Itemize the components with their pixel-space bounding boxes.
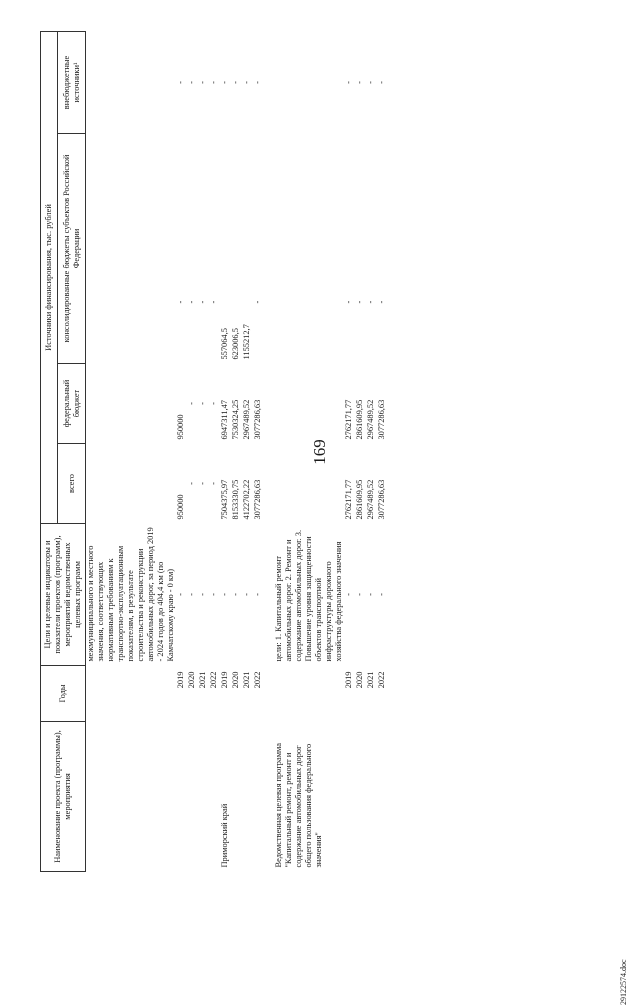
header-funding-sources: Источники финансирования, тыс. рублей xyxy=(41,32,58,524)
header-federal-budget: федеральный бюджет xyxy=(58,364,86,444)
extra-cell: - xyxy=(366,81,375,84)
regional-cell: - xyxy=(209,300,218,304)
year-cell: 2022 xyxy=(253,671,262,689)
federal-cell: 6947311,47 xyxy=(220,400,229,440)
total-cell: - xyxy=(198,482,207,485)
extra-cell: - xyxy=(377,81,386,84)
funding-table xyxy=(40,31,388,872)
extra-cell: - xyxy=(176,81,185,84)
extra-cell: - xyxy=(344,81,353,84)
page-number: 169 xyxy=(310,439,329,465)
goal-cell: - xyxy=(209,593,218,596)
table-row xyxy=(253,32,264,872)
year-cell: 2022 xyxy=(209,671,218,689)
total-cell: 4122702,22 xyxy=(242,479,251,520)
extra-cell: - xyxy=(198,81,207,84)
goal-text: цели: 1. Капитальный ремонт автомобильных дорог. 2. Ремонт и содержание автомобильных дорог. 3. Повышение уровня защищенности объектов транспортной инфраструктуры дорожного хозяйства федерального значения xyxy=(274,529,343,662)
year-cell: 2020 xyxy=(231,671,240,689)
footer-filename: 29122574.doc xyxy=(619,959,628,1005)
federal-cell: 3077286,63 xyxy=(253,399,262,440)
regional-cell: - xyxy=(344,300,353,304)
goal-cell: - xyxy=(198,593,207,596)
year-cell: 2019 xyxy=(344,671,353,689)
year-cell: 2020 xyxy=(355,671,364,689)
regional-cell: - xyxy=(176,300,185,304)
total-cell: - xyxy=(187,482,196,485)
table-row xyxy=(344,32,355,872)
total-cell: 3077286,63 xyxy=(253,479,262,520)
goal-cell: - xyxy=(344,593,353,596)
federal-cell: - xyxy=(187,402,196,405)
regional-cell: - xyxy=(377,300,386,304)
goal-cell: - xyxy=(220,593,229,596)
header-extrabudgetary: внебюджетные источники¹ xyxy=(58,32,86,134)
total-cell: - xyxy=(209,482,218,485)
year-cell: 2019 xyxy=(176,671,185,689)
total-cell: 7504375,97 xyxy=(220,479,229,520)
year-cell: 2021 xyxy=(366,671,375,689)
header-total: всего xyxy=(58,444,86,524)
goal-text: межмуниципального и местного значения, соответствующих нормативным требованиям к транспортно-эксплуатационным показателям, в результате строительства и реконструкции автомобильных дорог, за период 2019 - 2024 годов до 404,4 км (по Камчатскому краю - 0 км) xyxy=(86,527,175,662)
table-row xyxy=(377,32,388,872)
header-project-name: Наименование проекта (программы), мероприятия xyxy=(41,722,86,872)
total-cell: 2762171,77 xyxy=(344,479,353,520)
table-row xyxy=(187,32,198,872)
federal-cell: 2861609,95 xyxy=(355,399,364,440)
extra-cell: - xyxy=(209,81,218,84)
table-row xyxy=(209,32,220,872)
regional-cell: - xyxy=(187,300,196,304)
table-row xyxy=(355,32,366,872)
federal-cell: - xyxy=(209,402,218,405)
federal-cell: 2967489,52 xyxy=(242,399,251,440)
table-row xyxy=(86,32,177,872)
extra-cell: - xyxy=(231,81,240,84)
table-row xyxy=(231,32,242,872)
table-row xyxy=(198,32,209,872)
goal-cell: - xyxy=(242,593,251,596)
federal-cell: 3077286,63 xyxy=(377,399,386,440)
goal-cell: - xyxy=(377,593,386,596)
total-cell: 3077286,63 xyxy=(377,479,386,520)
total-cell: 2861609,95 xyxy=(355,479,364,520)
total-cell: 950000 xyxy=(176,494,185,520)
table-row xyxy=(274,32,344,872)
table-row xyxy=(220,32,231,872)
year-cell: 2022 xyxy=(377,671,386,689)
table-row xyxy=(366,32,377,872)
year-cell: 2021 xyxy=(198,671,207,689)
extra-cell: - xyxy=(187,81,196,84)
federal-cell: 7530324,25 xyxy=(231,399,240,440)
header-years: Годы xyxy=(41,666,86,722)
extra-cell: - xyxy=(242,81,251,84)
federal-cell: 2967489,52 xyxy=(366,399,375,440)
year-cell: 2019 xyxy=(220,671,229,689)
goal-cell: - xyxy=(231,593,240,596)
extra-cell: - xyxy=(220,81,229,84)
regional-cell: 623006,5 xyxy=(231,328,240,360)
total-cell: 2967489,52 xyxy=(366,479,375,520)
regional-cell: 1155212,7 xyxy=(242,324,251,360)
regional-cell: - xyxy=(355,300,364,304)
regional-cell: 557064,5 xyxy=(220,328,229,360)
goal-cell: - xyxy=(366,593,375,596)
year-cell: 2020 xyxy=(187,671,196,689)
federal-cell: 2762171,77 xyxy=(344,399,353,440)
project-name: Ведомственная целевая программа "Капитальный ремонт, ремонт и содержание автомобильных дорог общего пользования федерального значения" xyxy=(274,743,323,868)
regional-cell: - xyxy=(253,300,262,304)
federal-cell: - xyxy=(198,402,207,405)
extra-cell: - xyxy=(253,81,262,84)
goal-cell: - xyxy=(187,593,196,596)
goal-cell: - xyxy=(176,593,185,596)
extra-cell: - xyxy=(355,81,364,84)
goal-cell: - xyxy=(355,593,364,596)
goal-cell: - xyxy=(253,593,262,596)
regional-cell: - xyxy=(366,300,375,304)
table-row xyxy=(176,32,187,872)
year-cell: 2021 xyxy=(242,671,251,689)
table-row xyxy=(242,32,253,872)
header-regional-budgets: консолидированные бюджеты субъектов Российской Федерации xyxy=(58,134,86,364)
header-goals: Цели и целевые индикаторы и показатели проектов (программ), мероприятий ведомственных целевых программ xyxy=(41,524,86,666)
regional-cell: - xyxy=(198,300,207,304)
federal-cell: 950000 xyxy=(176,414,185,440)
rotated-document xyxy=(40,32,400,872)
total-cell: 8153330,75 xyxy=(231,479,240,520)
project-name: Приморский край xyxy=(220,803,229,868)
